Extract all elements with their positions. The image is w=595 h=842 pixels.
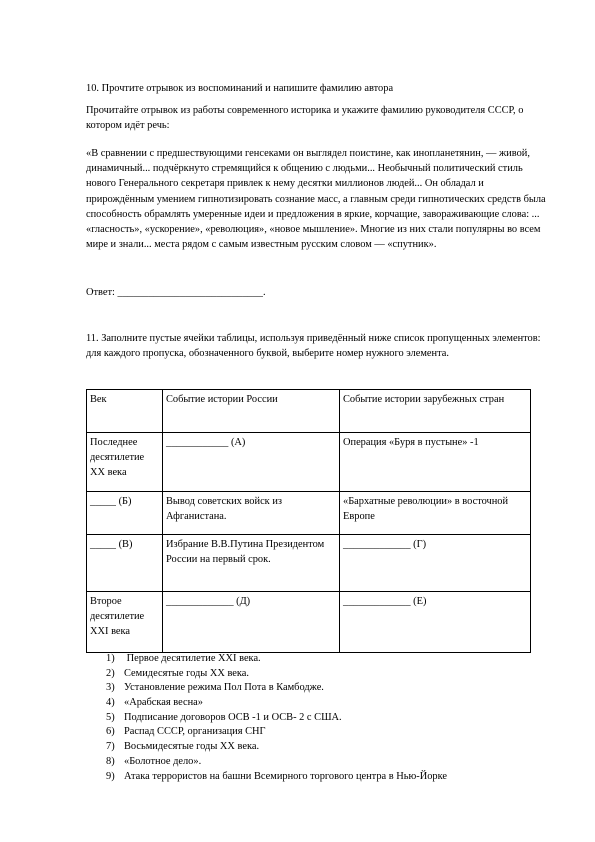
list-item	[106, 770, 546, 785]
question-10-title: 10. Прочтите отрывок из воспоминаний и напишите фамилию автора	[86, 83, 394, 94]
table-row	[87, 433, 531, 492]
option-number: 5)	[106, 711, 115, 723]
table-cell-blank-b: _____ (Б)	[87, 492, 163, 535]
option-number: 3)	[106, 682, 115, 694]
option-number: 7)	[106, 741, 115, 753]
question-11-title: 11. Заполните пустые ячейки таблицы, используя приведённый ниже список пропущенных элементов: для каждого пропуска, обозначенного буквой, выберите номер нужного элемента.	[86, 333, 541, 360]
events-table	[86, 389, 531, 653]
option-number: 4)	[106, 697, 115, 709]
table-row	[87, 592, 531, 653]
list-item	[106, 667, 546, 682]
table-row	[87, 492, 531, 535]
option-text: Подписание договоров ОСВ -1 и ОСВ- 2 с США.	[124, 711, 342, 723]
option-text: «Арабская весна»	[124, 697, 203, 709]
option-text: Семидесятые годы XX века.	[124, 667, 250, 679]
option-number: 8)	[106, 755, 115, 767]
table-row	[87, 535, 531, 592]
list-item	[106, 740, 546, 755]
option-text: Атака террористов на башни Всемирного торгового центра в Нью-Йорке	[124, 770, 448, 782]
option-number: 6)	[106, 726, 115, 738]
question-10-quote: «В сравнении с предшествующими генсеками он выглядел поистине, как инопланетянин, — живой, динамичный... подчёркнуто стремящийся к общению с людьми... Необычный политический стиль нового Генерального секретаря привлек к нему десятки миллионов людей... Он обладал и прирождённым умением гипнотизировать сознание масс, а главным среди гипнотических средств была способность обрамлять умеренные идеи и предложения в яркие, корчащие, завораживающие слова: ... «гласность», «ускорение», «революция», «новое мышление». Многие из них стали популярны во всем мире и знали... места рядом с самым известным русским словом — «спутник».	[86, 148, 546, 251]
option-text: «Болотное дело».	[124, 755, 202, 767]
option-text: Восьмидесятые годы XX века.	[124, 741, 260, 753]
option-text: Распад СССР, организация СНГ	[124, 726, 266, 738]
question-10-answer-line: Ответ: ____________________________.	[86, 287, 266, 298]
table-cell-blank-e: _____________ (Е)	[340, 592, 531, 653]
options-list	[106, 652, 546, 784]
option-number: 2)	[106, 667, 115, 679]
question-10-intro: Прочитайте отрывок из работы современного историка и укажите фамилию руководителя СССР, о котором идёт речь:	[86, 105, 524, 132]
table-cell-blank-v: _____ (В)	[87, 535, 163, 592]
option-text: Установление режима Пол Пота в Камбодже.	[124, 682, 324, 694]
table-header-row	[87, 390, 531, 433]
header-cell-foreign: Событие истории зарубежных стран	[340, 390, 531, 433]
list-item	[106, 696, 546, 711]
table-cell: Последнее десятилетие XX века	[87, 433, 163, 492]
table-cell: Вывод советских войск из Афганистана.	[163, 492, 340, 535]
list-item	[106, 652, 546, 667]
table-cell: Операция «Буря в пустыне» -1	[340, 433, 531, 492]
table-cell: «Бархатные революции» в восточной Европе	[340, 492, 531, 535]
table-cell-blank-d: _____________ (Д)	[163, 592, 340, 653]
table-cell-blank-a: ____________ (А)	[163, 433, 340, 492]
option-number: 1)	[106, 653, 115, 664]
list-item	[106, 681, 546, 696]
list-item	[106, 755, 546, 770]
table-cell: Избрание В.В.Путина Президентом России на первый срок.	[163, 535, 340, 592]
list-item	[106, 725, 546, 740]
option-number: 9)	[106, 770, 115, 782]
table-cell-blank-g: _____________ (Г)	[340, 535, 531, 592]
table-cell: Второе десятилетие XXI века	[87, 592, 163, 653]
header-cell-russia: Событие истории России	[163, 390, 340, 433]
header-cell-century: Век	[87, 390, 163, 433]
list-item	[106, 711, 546, 726]
option-text: Первое десятилетие XXI века.	[124, 653, 261, 664]
